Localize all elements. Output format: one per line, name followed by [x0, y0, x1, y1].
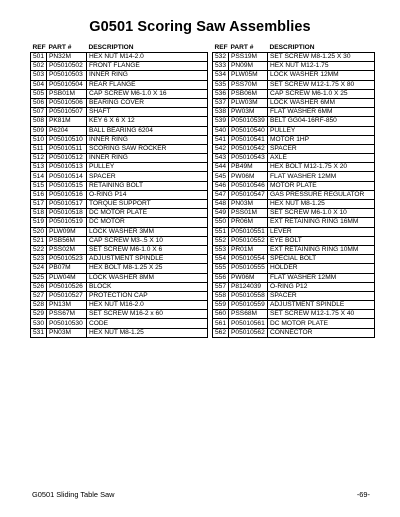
table-row [31, 181, 208, 190]
description-cell: MOTOR 1HP [268, 135, 375, 144]
ref-cell: 505 [31, 89, 47, 98]
description-header: DESCRIPTION [88, 44, 134, 51]
table-row [31, 209, 208, 218]
table-row [213, 181, 375, 190]
part-number-cell: PSS19M [229, 53, 268, 62]
part-number-cell: PSB06M [229, 89, 268, 98]
ref-cell: 523 [31, 255, 47, 264]
description-cell: SPACER [268, 144, 375, 153]
description-cell: HEX NUT M8-1.25 [87, 328, 208, 337]
ref-cell: 550 [213, 218, 229, 227]
ref-cell: 529 [31, 310, 47, 319]
parts-table-left-body [31, 53, 208, 338]
ref-cell: 544 [213, 163, 229, 172]
ref-cell: 555 [213, 264, 229, 273]
table-row [213, 163, 375, 172]
part-number-cell: P05010507 [47, 108, 87, 117]
ref-cell: 561 [213, 319, 229, 328]
part-number-cell: P05010530 [47, 319, 87, 328]
part-number-cell: PSB56M [47, 236, 87, 245]
part-number-cell: P05010552 [229, 236, 268, 245]
table-row [213, 62, 375, 71]
parts-table-right [212, 44, 375, 338]
description-cell: HEX NUT M8-1.25 [268, 200, 375, 209]
description-cell: REAR FLANGE [87, 80, 208, 89]
part-number-cell: P05010513 [47, 163, 87, 172]
ref-cell: 515 [31, 181, 47, 190]
ref-cell: 524 [31, 264, 47, 273]
description-cell: CAP SCREW M3-.5 X 10 [87, 236, 208, 245]
table-row [31, 227, 208, 236]
description-cell: CAP SCREW M6-1.0 X 25 [268, 89, 375, 98]
ref-cell: 556 [213, 273, 229, 282]
table-row [31, 71, 208, 80]
description-cell: LEVER [268, 227, 375, 236]
description-cell: PULLEY [268, 126, 375, 135]
table-row [31, 218, 208, 227]
part-number-cell: P05010517 [47, 200, 87, 209]
table-row [213, 227, 375, 236]
description-header: DESCRIPTION [269, 44, 315, 51]
ref-cell: 543 [213, 154, 229, 163]
part-number-cell: P05010511 [47, 144, 87, 153]
description-cell: LOCK WASHER 6MM [268, 98, 375, 107]
description-cell: SPECIAL BOLT [268, 255, 375, 264]
description-cell: BLOCK [87, 282, 208, 291]
ref-cell: 541 [213, 135, 229, 144]
description-cell: ADJUSTMENT SPINDLE [87, 255, 208, 264]
ref-cell: 519 [31, 218, 47, 227]
description-cell: SET SCREW M12-1.75 X 40 [268, 310, 375, 319]
table-row [31, 190, 208, 199]
table-row [213, 264, 375, 273]
part-number-cell: P05010519 [47, 218, 87, 227]
part-number-cell: PSS02M [47, 245, 87, 254]
part-number-cell: P05010551 [229, 227, 268, 236]
part-number-cell: P05010506 [47, 98, 87, 107]
ref-cell: 501 [31, 53, 47, 62]
table-header-row [213, 44, 375, 53]
part-number-cell: PLW04M [47, 273, 87, 282]
part-number-cell: P05010527 [47, 291, 87, 300]
description-cell: BEARING COVER [87, 98, 208, 107]
description-cell: LOCK WASHER 3MM [87, 227, 208, 236]
table-row [213, 236, 375, 245]
table-row [31, 154, 208, 163]
description-cell: PULLEY [87, 163, 208, 172]
part-number-cell: P05010515 [47, 181, 87, 190]
part-number-cell: P05010540 [229, 126, 268, 135]
table-row [213, 80, 375, 89]
ref-cell: 542 [213, 144, 229, 153]
ref-cell: 562 [213, 328, 229, 337]
ref-header: REF [214, 44, 228, 51]
description-cell: FLAT WASHER 12MM [268, 172, 375, 181]
description-cell: TORQUE SUPPORT [87, 200, 208, 209]
description-cell: FLAT WASHER 6MM [268, 108, 375, 117]
ref-cell: 507 [31, 108, 47, 117]
part-number-cell: P05010555 [229, 264, 268, 273]
description-cell: HEX NUT M16-2.0 [87, 301, 208, 310]
part-number-cell: P05010559 [229, 301, 268, 310]
part-number-cell: P05010562 [229, 328, 268, 337]
description-cell: ADJUSTMENT SPINDLE [268, 301, 375, 310]
ref-cell: 517 [31, 200, 47, 209]
part-number-cell: P6204 [47, 126, 87, 135]
part-number-cell: P05010503 [47, 71, 87, 80]
ref-cell: 516 [31, 190, 47, 199]
part-number-cell: P05010542 [229, 144, 268, 153]
ref-cell: 546 [213, 181, 229, 190]
ref-cell: 509 [31, 126, 47, 135]
description-cell: HEX NUT M14-2.0 [87, 53, 208, 62]
description-cell: O-RING P12 [268, 282, 375, 291]
page-number: -69- [356, 490, 370, 499]
ref-cell: 525 [31, 273, 47, 282]
table-row [213, 53, 375, 62]
ref-header: REF [32, 44, 46, 51]
table-header-row [31, 44, 208, 53]
table-row [213, 172, 375, 181]
description-cell: SPACER [268, 291, 375, 300]
part-number-cell: P05010526 [47, 282, 87, 291]
part-number-cell: PB49M [229, 163, 268, 172]
table-row [31, 98, 208, 107]
part-number-cell: PSB01M [47, 89, 87, 98]
part-number-cell: P8124039 [229, 282, 268, 291]
part-number-cell: PW06M [229, 273, 268, 282]
description-cell: SET SCREW M16-2 x 60 [87, 310, 208, 319]
table-row [31, 62, 208, 71]
description-cell: SET SCREW M6-1.0 X 10 [268, 209, 375, 218]
part-number-cell: PSS01M [229, 209, 268, 218]
ref-cell: 533 [213, 62, 229, 71]
description-cell: INNER RING [87, 154, 208, 163]
description-cell: HOLDER [268, 264, 375, 273]
description-cell: CONNECTOR [268, 328, 375, 337]
part-number-cell: PSS70M [229, 80, 268, 89]
part-number-cell: PB07M [47, 264, 87, 273]
ref-cell: 537 [213, 98, 229, 107]
ref-cell: 538 [213, 108, 229, 117]
part-number-cell: P05010546 [229, 181, 268, 190]
description-cell: SPACER [87, 172, 208, 181]
part-number-cell: P05010523 [47, 255, 87, 264]
ref-cell: 549 [213, 209, 229, 218]
ref-cell: 526 [31, 282, 47, 291]
ref-cell: 511 [31, 144, 47, 153]
part-number-cell: PLW05M [229, 71, 268, 80]
table-row [213, 135, 375, 144]
description-cell: INNER RING [87, 71, 208, 80]
part-number-cell: PN03M [47, 328, 87, 337]
ref-cell: 530 [31, 319, 47, 328]
ref-cell: 527 [31, 291, 47, 300]
table-row [31, 135, 208, 144]
part-number-cell: PSS67M [47, 310, 87, 319]
table-row [213, 108, 375, 117]
part-number-cell: PW03M [229, 108, 268, 117]
ref-cell: 559 [213, 301, 229, 310]
description-cell: EXT RETAINING RING 16MM [268, 218, 375, 227]
ref-cell: 528 [31, 301, 47, 310]
table-row [213, 71, 375, 80]
description-cell: INNER RING [87, 135, 208, 144]
description-cell: SET SCREW M6-1.0 X 6 [87, 245, 208, 254]
table-row [213, 126, 375, 135]
table-row [213, 255, 375, 264]
description-cell: CAP SCREW M6-1.0 X 16 [87, 89, 208, 98]
footer-title: G0501 Sliding Table Saw [32, 490, 115, 499]
description-cell: DC MOTOR PLATE [268, 319, 375, 328]
part-number-cell: PLW09M [47, 227, 87, 236]
table-row [213, 310, 375, 319]
ref-cell: 503 [31, 71, 47, 80]
ref-cell: 521 [31, 236, 47, 245]
description-cell: GAS PRESSURE REGULATOR [268, 190, 375, 199]
ref-cell: 554 [213, 255, 229, 264]
table-row [31, 144, 208, 153]
table-row [213, 218, 375, 227]
description-cell: HEX BOLT M8-1.25 X 25 [87, 264, 208, 273]
table-row [213, 328, 375, 337]
table-row [213, 89, 375, 98]
description-cell: LOCK WASHER 8MM [87, 273, 208, 282]
table-row [31, 172, 208, 181]
description-cell: EYE BOLT [268, 236, 375, 245]
part-number-cell: P05010516 [47, 190, 87, 199]
table-row [31, 108, 208, 117]
ref-cell: 540 [213, 126, 229, 135]
ref-cell: 522 [31, 245, 47, 254]
table-row [31, 53, 208, 62]
part-number-cell: PN03M [229, 200, 268, 209]
part-number-cell: P05010554 [229, 255, 268, 264]
table-row [31, 310, 208, 319]
part-number-cell: PLW03M [229, 98, 268, 107]
part-header: PART # [48, 44, 72, 51]
part-number-cell: PR01M [229, 245, 268, 254]
description-cell: SET SCREW M12-1.75 X 80 [268, 80, 375, 89]
ref-cell: 534 [213, 71, 229, 80]
ref-cell: 547 [213, 190, 229, 199]
description-cell: HEX BOLT M12-1.75 X 20 [268, 163, 375, 172]
table-row [213, 291, 375, 300]
ref-cell: 551 [213, 227, 229, 236]
ref-cell: 508 [31, 117, 47, 126]
description-cell: DC MOTOR PLATE [87, 209, 208, 218]
part-number-cell: P05010510 [47, 135, 87, 144]
table-row [213, 98, 375, 107]
ref-cell: 548 [213, 200, 229, 209]
part-number-cell: P05010541 [229, 135, 268, 144]
table-row [31, 301, 208, 310]
description-cell: DC MOTOR [87, 218, 208, 227]
ref-cell: 504 [31, 80, 47, 89]
part-number-cell: PK81M [47, 117, 87, 126]
table-row [213, 190, 375, 199]
description-cell: KEY 6 X 6 X 12 [87, 117, 208, 126]
table-row [31, 255, 208, 264]
part-number-cell: P05010512 [47, 154, 87, 163]
ref-cell: 513 [31, 163, 47, 172]
ref-cell: 560 [213, 310, 229, 319]
ref-cell: 558 [213, 291, 229, 300]
description-cell: MOTOR PLATE [268, 181, 375, 190]
table-row [31, 236, 208, 245]
ref-cell: 506 [31, 98, 47, 107]
parts-table-right-body [213, 53, 375, 338]
ref-cell: 502 [31, 62, 47, 71]
part-number-cell: P05010502 [47, 62, 87, 71]
table-row [31, 319, 208, 328]
parts-tables [30, 44, 375, 338]
ref-cell: 553 [213, 245, 229, 254]
description-cell: EXT RETAINING RING 10MM [268, 245, 375, 254]
table-row [213, 273, 375, 282]
table-row [31, 163, 208, 172]
description-cell: CODE [87, 319, 208, 328]
table-row [31, 282, 208, 291]
part-number-cell: PN13M [47, 301, 87, 310]
part-number-cell: P05010543 [229, 154, 268, 163]
part-number-cell: P05010518 [47, 209, 87, 218]
ref-cell: 518 [31, 209, 47, 218]
description-cell: SCORING SAW ROCKER [87, 144, 208, 153]
table-row [31, 126, 208, 135]
part-number-cell: PSS68M [229, 310, 268, 319]
table-row [31, 80, 208, 89]
description-cell: SHAFT [87, 108, 208, 117]
ref-cell: 520 [31, 227, 47, 236]
description-cell: O-RING P14 [87, 190, 208, 199]
page-title: G0501 Scoring Saw Assemblies [89, 19, 311, 35]
ref-cell: 539 [213, 117, 229, 126]
table-row [213, 117, 375, 126]
ref-cell: 536 [213, 89, 229, 98]
description-cell: HEX NUT M12-1.75 [268, 62, 375, 71]
table-row [213, 319, 375, 328]
table-row [31, 245, 208, 254]
part-number-cell: P05010539 [229, 117, 268, 126]
table-row [213, 154, 375, 163]
description-cell: FLAT WASHER 12MM [268, 273, 375, 282]
part-number-cell: P05010561 [229, 319, 268, 328]
part-number-cell: PW06M [229, 172, 268, 181]
table-row [31, 264, 208, 273]
ref-cell: 535 [213, 80, 229, 89]
ref-cell: 557 [213, 282, 229, 291]
part-number-cell: PR06M [229, 218, 268, 227]
part-number-cell: PN09M [229, 62, 268, 71]
table-row [213, 144, 375, 153]
ref-cell: 552 [213, 236, 229, 245]
part-header: PART # [230, 44, 254, 51]
ref-cell: 512 [31, 154, 47, 163]
table-row [31, 291, 208, 300]
table-row [213, 245, 375, 254]
description-cell: LOCK WASHER 12MM [268, 71, 375, 80]
description-cell: FRONT FLANGE [87, 62, 208, 71]
table-row [31, 89, 208, 98]
description-cell: BELT GG04-16RF-850 [268, 117, 375, 126]
part-number-cell: P05010514 [47, 172, 87, 181]
table-row [31, 328, 208, 337]
table-row [213, 209, 375, 218]
table-row [213, 200, 375, 209]
table-row [213, 282, 375, 291]
parts-table-left [30, 44, 208, 338]
ref-cell: 532 [213, 53, 229, 62]
description-cell: AXLE [268, 154, 375, 163]
description-cell: BALL BEARING 6204 [87, 126, 208, 135]
ref-cell: 545 [213, 172, 229, 181]
part-number-cell: P05010504 [47, 80, 87, 89]
description-cell: SET SCREW M8-1.25 X 30 [268, 53, 375, 62]
part-number-cell: P05010558 [229, 291, 268, 300]
part-number-cell: P05010547 [229, 190, 268, 199]
ref-cell: 531 [31, 328, 47, 337]
description-cell: PROTECTION CAP [87, 291, 208, 300]
table-row [31, 117, 208, 126]
table-row [31, 200, 208, 209]
table-row [213, 301, 375, 310]
table-row [31, 273, 208, 282]
part-number-cell: PN32M [47, 53, 87, 62]
ref-cell: 510 [31, 135, 47, 144]
description-cell: RETAINING BOLT [87, 181, 208, 190]
ref-cell: 514 [31, 172, 47, 181]
